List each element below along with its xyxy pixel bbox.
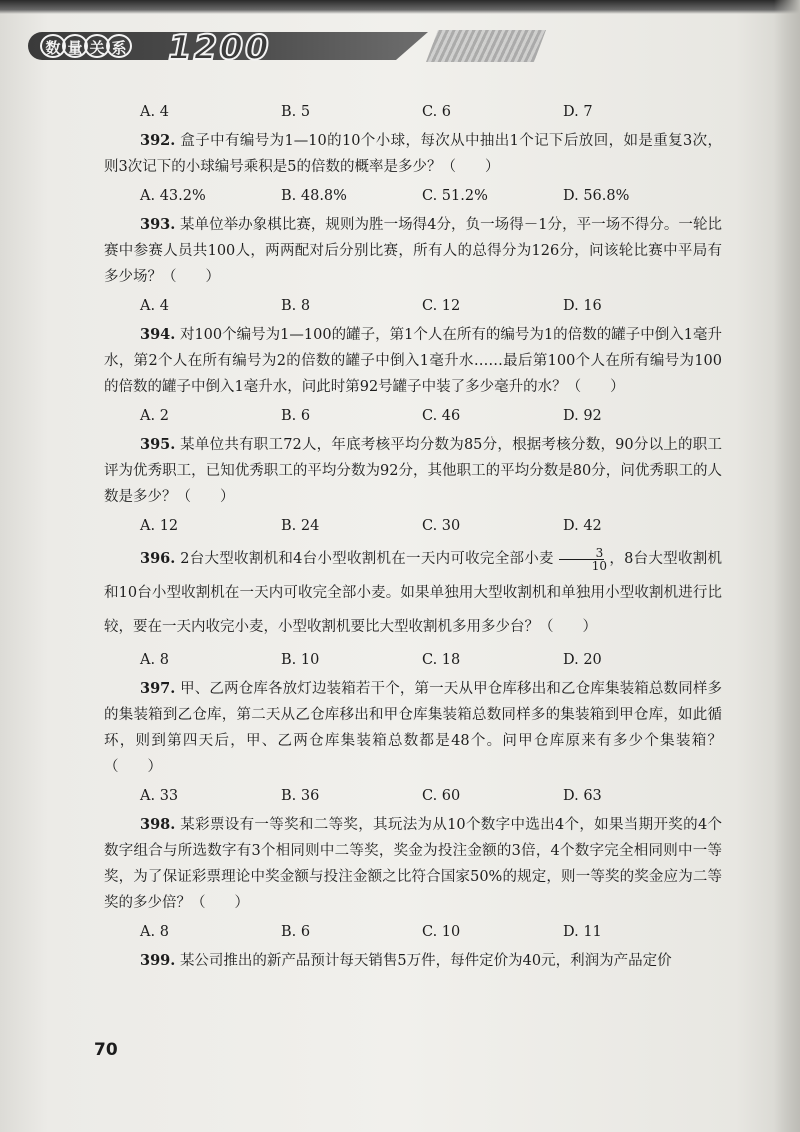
question-number: 393. [140, 216, 176, 233]
question-text: 对100个编号为1—100的罐子，第1个人在所有的编号为1的倍数的罐子中倒入1毫升水，第2个人在所有编号为2的倍数的罐子中倒入1毫升水……最后第100个人在所有编号为100的倍数的罐子中倒入1毫升水，问此时第92号罐子中装了多少毫升的水？（ ） [104, 327, 722, 395]
page-number: 70 [94, 1040, 118, 1060]
options-392 [140, 180, 722, 212]
option-b: B. 6 [281, 408, 311, 424]
option-b: B. 6 [281, 924, 311, 940]
question-392 [104, 128, 722, 180]
option-b: B. 48.8% [281, 188, 347, 204]
option-c: C. 18 [422, 652, 461, 668]
option-d: D. 92 [563, 408, 602, 424]
fraction-numerator: 3 [559, 547, 605, 560]
option-c: C. 10 [422, 924, 461, 940]
options-397 [140, 780, 722, 812]
header-number: 1200 [168, 28, 271, 68]
question-394 [104, 322, 722, 400]
option-d: D. 63 [563, 788, 602, 804]
page-edge-shadow [774, 0, 800, 1132]
question-text: 盒子中有编号为1—10的10个小球，每次从中抽出1个记下后放回，如是重复3次，则3次记下的小球编号乘积是5的倍数的概率是多少？（ ） [104, 133, 723, 175]
question-list [104, 96, 722, 974]
option-d: D. 16 [563, 298, 602, 314]
fraction-denominator: 10 [591, 558, 608, 573]
option-d: D. 56.8% [563, 188, 630, 204]
option-a: A. 8 [140, 924, 169, 940]
option-c: C. 60 [422, 788, 461, 804]
option-b: B. 8 [281, 298, 311, 314]
option-b: B. 5 [281, 104, 311, 120]
option-d: D. 11 [563, 924, 602, 940]
option-c: C. 30 [422, 518, 461, 534]
option-d: D. 20 [563, 652, 602, 668]
option-a: A. 4 [140, 104, 169, 120]
option-a: A. 8 [140, 652, 169, 668]
question-text: 某公司推出的新产品预计每天销售5万件，每件定价为40元，利润为产品定价 [179, 953, 672, 969]
options-396 [140, 644, 722, 676]
question-number: 394. [140, 326, 176, 343]
question-text-after: ，8台大型收割机和10台小型收割机在一天内可收完全部小麦。如果单独用大型收割机和单独用小型收割机进行比较，要在一天内收完小麦，小型收割机要比大型收割机多用多少台？（ ） [104, 551, 722, 635]
header-char: 系 [106, 34, 132, 58]
question-text: 甲、乙两仓库各放灯边装箱若干个，第一天从甲仓库移出和乙仓库集装箱总数同样多的集装箱到乙仓库，第二天从乙仓库移出和甲仓库集装箱总数同样多的集装箱到甲仓库，如此循环，则到第四天后，甲、乙两仓库集装箱总数都是48个。问甲仓库原来有多少个集装箱？（ ） [104, 681, 723, 775]
header-char: 关 [84, 34, 110, 58]
header-stripe [426, 30, 546, 62]
options-prev [140, 96, 722, 128]
option-a: A. 12 [140, 518, 179, 534]
question-text-before: 2台大型收割机和4台小型收割机在一天内可收完全部小麦 [180, 551, 554, 567]
question-398 [104, 812, 722, 916]
options-395 [140, 510, 722, 542]
header-char: 量 [62, 34, 88, 58]
options-393 [140, 290, 722, 322]
options-394 [140, 400, 722, 432]
question-number: 399. [140, 952, 176, 969]
option-a: A. 43.2% [140, 188, 206, 204]
question-text: 某单位举办象棋比赛，规则为胜一场得4分，负一场得－1分，平一场不得分。一轮比赛中参赛人员共100人，两两配对后分别比赛，所有人的总得分为126分，问该轮比赛中平局有多少场？（ ） [104, 217, 722, 285]
option-d: D. 42 [563, 518, 602, 534]
running-header [28, 26, 488, 68]
options-398 [140, 916, 722, 948]
question-number: 392. [140, 132, 176, 149]
option-c: C. 51.2% [422, 188, 488, 204]
option-b: B. 36 [281, 788, 320, 804]
option-a: A. 2 [140, 408, 169, 424]
question-number: 398. [140, 816, 176, 833]
question-393 [104, 212, 722, 290]
option-b: B. 10 [281, 652, 320, 668]
question-399 [104, 948, 722, 974]
fraction [556, 547, 607, 572]
question-number: 395. [140, 436, 176, 453]
question-text: 某彩票设有一等奖和二等奖，其玩法为从10个数字中选出4个，如果当期开奖的4个数字组合与所选数字有3个相同则中二等奖，奖金为投注金额的3倍，4个数字完全相同则中一等奖，为了保证彩票理论中奖金额与投注金额之比符合国家50%的规定，则一等奖的奖金应为二等奖的多少倍？（ ） [104, 817, 723, 911]
question-number: 396. [140, 550, 176, 567]
question-text: 某单位共有职工72人，年底考核平均分数为85分，根据考核分数，90分以上的职工评为优秀职工，已知优秀职工的平均分数为92分，其他职工的平均分数是80分，问优秀职工的人数是多少？（ ） [104, 437, 722, 505]
option-d: D. 7 [563, 104, 593, 120]
question-397 [104, 676, 722, 780]
top-shadow [0, 0, 800, 14]
header-char: 数 [40, 34, 66, 58]
question-number: 397. [140, 680, 176, 697]
option-c: C. 12 [422, 298, 461, 314]
option-a: A. 4 [140, 298, 169, 314]
option-b: B. 24 [281, 518, 320, 534]
header-title-chars [40, 34, 128, 58]
question-395 [104, 432, 722, 510]
option-c: C. 6 [422, 104, 452, 120]
option-a: A. 33 [140, 788, 179, 804]
option-c: C. 46 [422, 408, 461, 424]
question-396 [104, 542, 722, 644]
